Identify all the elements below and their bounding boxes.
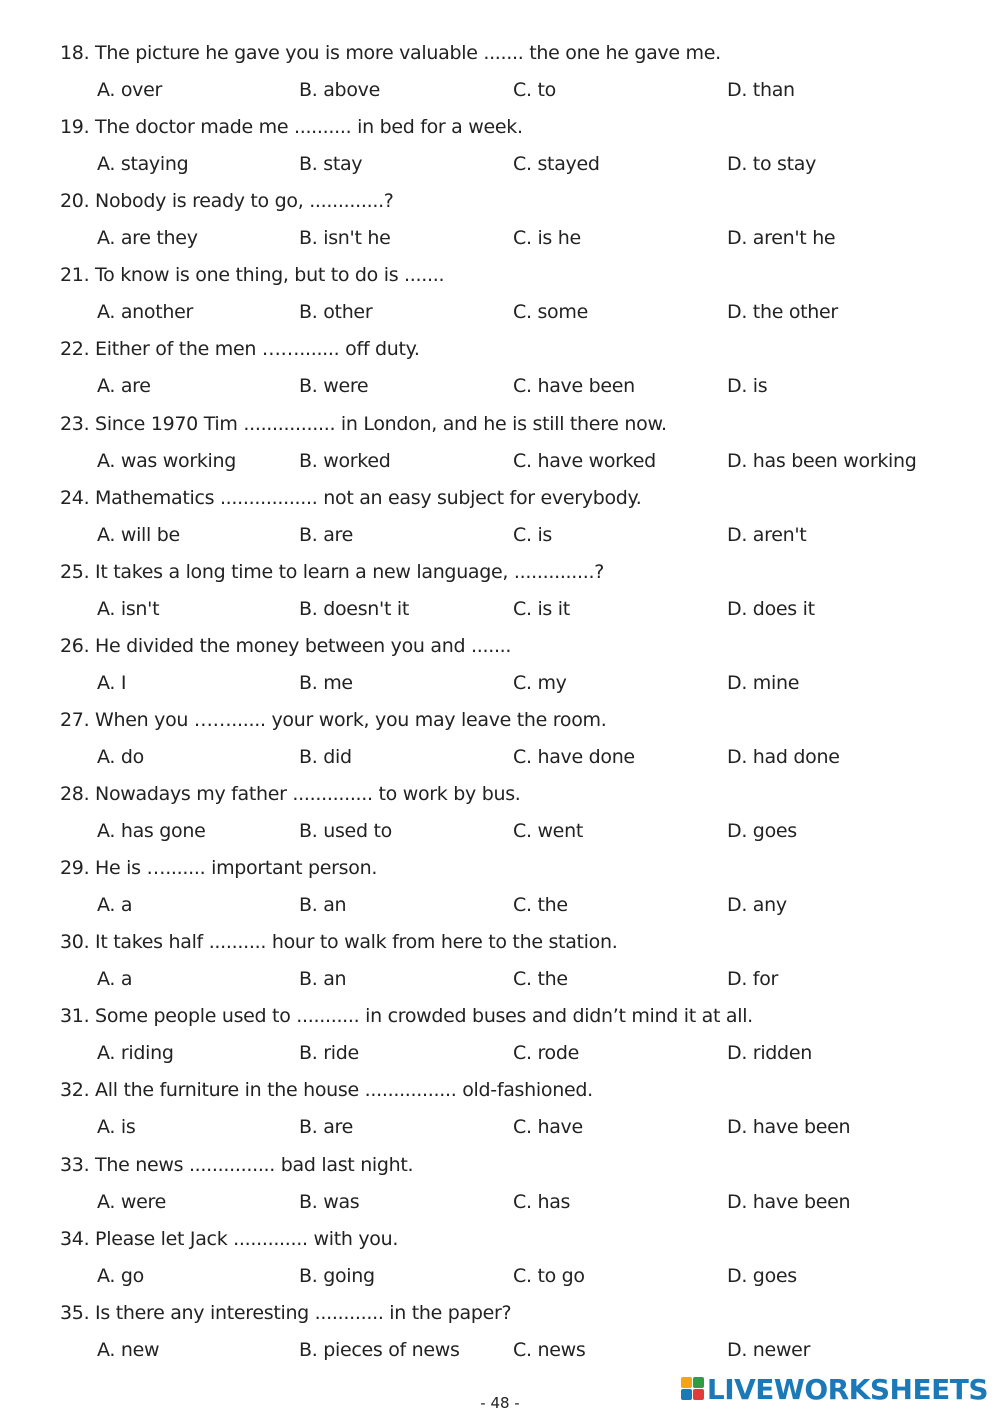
- answer-option-d[interactable]: D. does it: [727, 597, 815, 620]
- question-stem: 28. Nowadays my father .............. to work by bus.: [60, 783, 521, 805]
- answer-option-d[interactable]: D. goes: [727, 1264, 797, 1287]
- answer-option-b[interactable]: B. are: [299, 523, 354, 546]
- answer-options: [0, 597, 1000, 621]
- question-stem: 21. To know is one thing, but to do is .......: [60, 264, 445, 287]
- logo-square-3: [681, 1389, 692, 1400]
- answer-option-a[interactable]: A. do: [97, 745, 144, 768]
- answer-option-a[interactable]: A. were: [97, 1190, 166, 1213]
- answer-option-a[interactable]: A. a: [97, 894, 133, 917]
- logo-square-1: [681, 1377, 692, 1388]
- question-stem: 35. Is there any interesting ............ in the paper?: [60, 1301, 512, 1324]
- answer-option-d[interactable]: D. for: [727, 968, 779, 991]
- answer-option-c[interactable]: C. the: [513, 894, 568, 917]
- answer-option-b[interactable]: B. are: [299, 1116, 354, 1139]
- answer-option-b[interactable]: B. an: [299, 894, 347, 917]
- brand-name: LIVEWORKSHEETS: [706, 1372, 988, 1406]
- answer-option-d[interactable]: D. ridden: [727, 1042, 812, 1065]
- answer-option-a[interactable]: A. are: [97, 375, 151, 398]
- answer-option-d[interactable]: D. aren't he: [727, 227, 836, 250]
- question-stem: 26. He divided the money between you and .......: [60, 634, 512, 657]
- answer-option-b[interactable]: B. stay: [299, 153, 363, 176]
- answer-option-c[interactable]: C. rode: [513, 1042, 580, 1065]
- answer-options: [0, 893, 1000, 917]
- answer-option-c[interactable]: C. to: [513, 79, 556, 101]
- answer-option-a[interactable]: A. riding: [97, 1042, 174, 1065]
- question-stem: 29. He is …....... important person.: [60, 857, 378, 880]
- answer-option-c[interactable]: C. has: [513, 1190, 571, 1213]
- liveworksheets-logo-icon: [681, 1377, 705, 1401]
- answer-option-b[interactable]: B. other: [299, 301, 373, 324]
- answer-option-a[interactable]: A. has gone: [97, 820, 206, 842]
- question-stem: 32. All the furniture in the house ................ old-fashioned.: [60, 1079, 593, 1102]
- answer-option-d[interactable]: D. than: [727, 79, 795, 101]
- answer-option-a[interactable]: A. is: [97, 1116, 136, 1139]
- answer-options: [0, 1338, 1000, 1362]
- answer-options: [0, 374, 1000, 398]
- answer-option-c[interactable]: C. is he: [513, 227, 581, 250]
- answer-option-a[interactable]: A. new: [97, 1338, 160, 1361]
- answer-option-d[interactable]: D. has been working: [727, 449, 917, 472]
- answer-option-c[interactable]: C. stayed: [513, 153, 600, 176]
- answer-option-b[interactable]: B. isn't he: [299, 227, 391, 250]
- question-stem: 30. It takes half .......... hour to walk from here to the station.: [60, 931, 618, 954]
- question-stem: 23. Since 1970 Tim ................ in London, and he is still there now.: [60, 412, 667, 435]
- answer-option-c[interactable]: C. to go: [513, 1264, 585, 1287]
- answer-option-b[interactable]: B. me: [299, 671, 353, 694]
- answer-option-c[interactable]: C. went: [513, 820, 583, 842]
- answer-options: [0, 819, 1000, 843]
- answer-options: [0, 226, 1000, 250]
- answer-option-a[interactable]: A. isn't: [97, 597, 160, 620]
- answer-option-a[interactable]: A. are they: [97, 227, 198, 250]
- answer-option-d[interactable]: D. had done: [727, 745, 840, 768]
- question-stem: 24. Mathematics ................. not an easy subject for everybody.: [60, 486, 642, 509]
- answer-option-a[interactable]: A. another: [97, 301, 194, 324]
- question-stem: 34. Please let Jack ............. with you.: [60, 1227, 399, 1250]
- answer-options: [0, 78, 1000, 102]
- question-stem: 27. When you ……...... your work, you may leave the room.: [60, 708, 607, 731]
- answer-option-c[interactable]: C. have done: [513, 745, 635, 768]
- answer-options: [0, 745, 1000, 769]
- answer-option-d[interactable]: D. mine: [727, 671, 800, 694]
- answer-option-d[interactable]: D. is: [727, 375, 768, 398]
- answer-option-c[interactable]: C. the: [513, 968, 568, 991]
- answer-option-a[interactable]: A. I: [97, 671, 127, 694]
- answer-option-b[interactable]: B. used to: [299, 820, 392, 842]
- answer-option-d[interactable]: D. any: [727, 894, 787, 917]
- answer-option-a[interactable]: A. over: [97, 79, 163, 101]
- question-stem: 33. The news ............... bad last night.: [60, 1153, 414, 1176]
- answer-option-b[interactable]: B. worked: [299, 449, 391, 472]
- answer-option-a[interactable]: A. was working: [97, 449, 237, 472]
- answer-option-d[interactable]: D. newer: [727, 1338, 811, 1361]
- logo-square-2: [693, 1377, 704, 1388]
- answer-options: [0, 523, 1000, 547]
- logo-square-4: [693, 1389, 704, 1400]
- answer-options: [0, 967, 1000, 991]
- answer-options: [0, 449, 1000, 473]
- answer-option-c[interactable]: C. news: [513, 1338, 586, 1361]
- answer-option-d[interactable]: D. the other: [727, 301, 838, 324]
- answer-option-d[interactable]: D. have been: [727, 1116, 851, 1139]
- answer-options: [0, 1115, 1000, 1139]
- answer-option-a[interactable]: A. a: [97, 968, 133, 991]
- answer-option-c[interactable]: C. have worked: [513, 449, 656, 472]
- question-stem: 18. The picture he gave you is more valuable ....... the one he gave me.: [60, 42, 721, 64]
- answer-options: [0, 152, 1000, 176]
- answer-option-c[interactable]: C. my: [513, 671, 567, 694]
- answer-option-b[interactable]: B. going: [299, 1264, 375, 1287]
- answer-option-c[interactable]: C. is: [513, 523, 553, 546]
- answer-option-b[interactable]: B. ride: [299, 1042, 359, 1065]
- answer-option-b[interactable]: B. above: [299, 79, 380, 101]
- answer-option-a[interactable]: A. staying: [97, 153, 189, 176]
- answer-option-d[interactable]: D. have been: [727, 1190, 851, 1213]
- liveworksheets-brand[interactable]: [681, 1373, 988, 1405]
- answer-option-d[interactable]: D. to stay: [727, 153, 817, 176]
- answer-option-c[interactable]: C. is it: [513, 597, 570, 620]
- page-number: - 48 -: [480, 1394, 520, 1412]
- answer-option-b[interactable]: B. did: [299, 745, 352, 768]
- answer-option-b[interactable]: B. was: [299, 1190, 360, 1213]
- answer-option-c[interactable]: C. some: [513, 301, 588, 324]
- answer-options: [0, 1190, 1000, 1214]
- answer-option-d[interactable]: D. aren't: [727, 523, 807, 546]
- answer-options: [0, 671, 1000, 695]
- answer-option-c[interactable]: C. have been: [513, 375, 635, 398]
- answer-option-a[interactable]: A. will be: [97, 523, 180, 546]
- answer-option-c[interactable]: C. have: [513, 1116, 583, 1139]
- answer-option-b[interactable]: B. doesn't it: [299, 597, 409, 620]
- answer-options: [0, 1264, 1000, 1288]
- question-stem: 25. It takes a long time to learn a new language, ..............?: [60, 560, 605, 583]
- answer-option-d[interactable]: D. goes: [727, 820, 797, 842]
- question-stem: 19. The doctor made me .......... in bed for a week.: [60, 116, 523, 139]
- answer-option-b[interactable]: B. were: [299, 375, 369, 398]
- answer-option-a[interactable]: A. go: [97, 1264, 144, 1287]
- answer-options: [0, 300, 1000, 324]
- question-stem: 22. Either of the men ……....... off duty.: [60, 338, 420, 361]
- question-stem: 20. Nobody is ready to go, .............?: [60, 190, 394, 213]
- question-stem: 31. Some people used to ........... in crowded buses and didn’t mind it at all.: [60, 1005, 753, 1028]
- answer-options: [0, 1041, 1000, 1065]
- answer-option-b[interactable]: B. an: [299, 968, 347, 991]
- answer-option-b[interactable]: B. pieces of news: [299, 1338, 460, 1361]
